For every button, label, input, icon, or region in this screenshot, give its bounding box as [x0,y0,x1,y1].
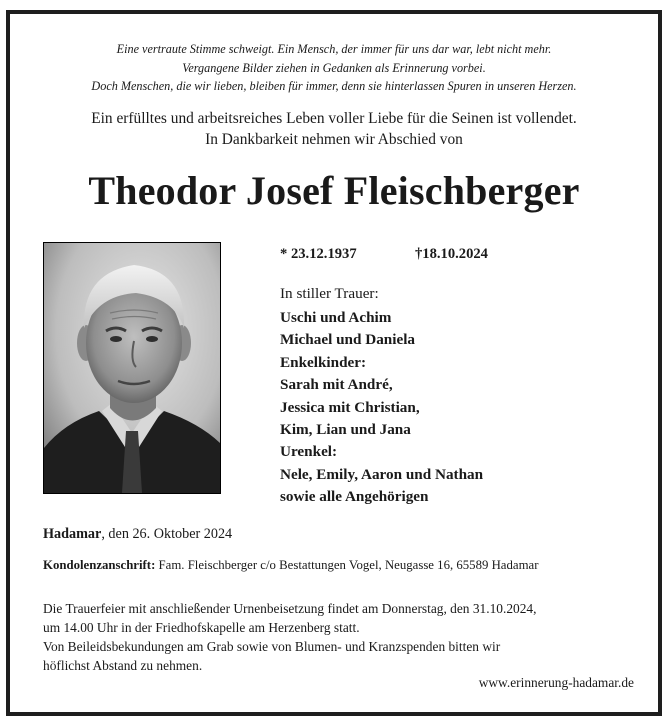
poem [10,40,658,96]
mourners-list [280,307,483,509]
mourner-line: Kim, Lian und Jana [280,421,411,439]
website-link[interactable]: www.erinnerung-hadamar.de [478,675,634,690]
obituary-frame [6,10,662,716]
mourner-line: Enkelkinder: [280,353,367,371]
poem-line: Doch Menschen, die wir lieben, bleiben für immer, denn sie hinterlassen Spuren in unseren Herzen. [91,79,577,93]
mourner-line: Sarah mit André, [280,376,393,394]
portrait-photo [43,242,221,494]
cross-icon: † [415,246,423,262]
deceased-name: Theodor Josef Fleischberger [88,168,580,213]
ceremony-info [43,599,536,675]
ceremony-line: Von Beileidsbekundungen am Grab sowie von Blumen- und Kranzspenden bitten wir [43,639,501,654]
mourners-label: In stiller Trauer: [280,285,379,302]
ceremony-line: Die Trauerfeier mit anschließender Urnenbeisetzung findet am Donnerstag, den 31.10.2024, [43,601,537,616]
mourner-line: Jessica mit Christian, [280,398,420,416]
condolence-label: Kondolenzanschrift: [43,558,156,572]
mourner-line: Uschi und Achim [280,309,392,326]
mourner-line: sowie alle Angehörigen [280,488,429,506]
ceremony-line: höflichst Abstand zu nehmen. [43,658,203,673]
mourner-line: Urenkel: [280,443,338,461]
place: Hadamar [43,526,102,542]
portrait-image [44,243,220,493]
ceremony-line: um 14.00 Uhr in der Friedhofskapelle am Herzenberg statt. [43,620,360,635]
mourner-line: Nele, Emily, Aaron und Nathan [280,465,484,483]
poem-line: Eine vertraute Stimme schweigt. Ein Mensch, der immer für uns dar war, lebt nicht mehr. [116,42,552,56]
place-date [43,524,232,544]
date: , den 26. Oktober 2024 [101,526,233,542]
condolence-address [43,556,538,574]
intro-line: In Dankbarkeit nehmen wir Abschied von [205,131,463,148]
birth-date-value: 23.12.1937 [290,246,357,262]
birth-symbol: * [280,246,288,262]
birth-date [280,244,357,264]
mourner-line: Michael und Daniela [280,331,416,349]
death-date-value: 18.10.2024 [422,246,488,262]
intro-text [10,108,658,150]
poem-line: Vergangene Bilder ziehen in Gedanken als Erinnerung vorbei. [182,60,486,75]
death-date [415,244,488,264]
condolence-text: Fam. Fleischberger c/o Bestattungen Vogel, Neugasse 16, 65589 Hadamar [155,558,539,572]
intro-line: Ein erfülltes und arbeitsreiches Leben voller Liebe für die Seinen ist vollendet. [91,110,577,127]
